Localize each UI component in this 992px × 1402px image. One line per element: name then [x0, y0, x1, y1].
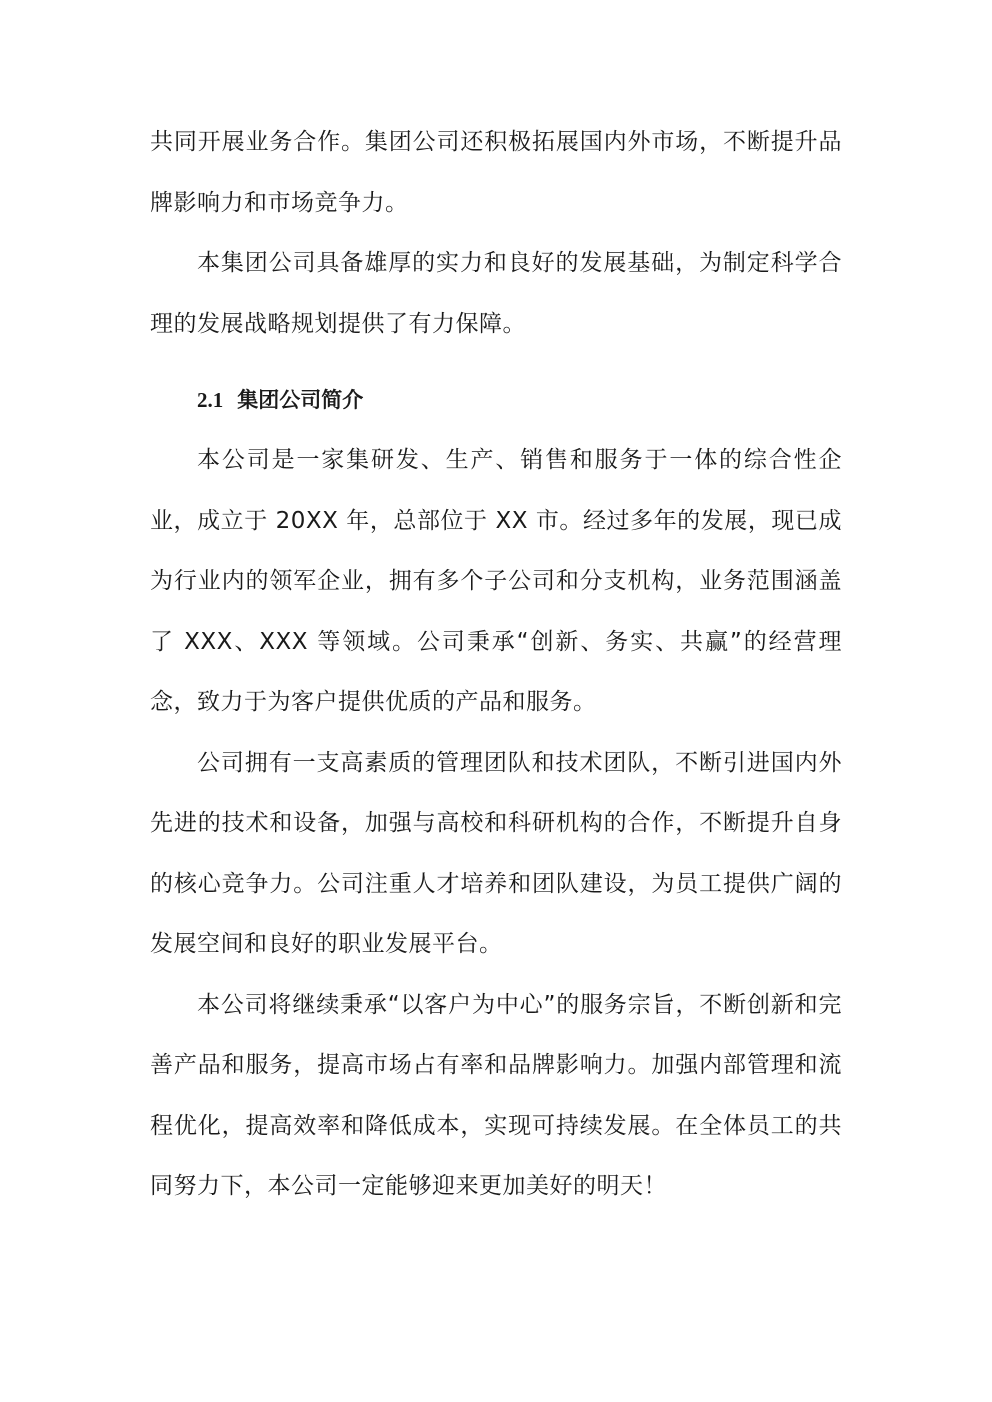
section-title: 集团公司简介 — [237, 388, 364, 412]
paragraph-team: 公司拥有一支高素质的管理团队和技术团队，不断引进国内外先进的技术和设备，加强与高校和科研机构的合作，不断提升自身的核心竞争力。公司注重人才培养和团队建设，为员工提供广阔的发展空间和良好的职业发展平台。 — [150, 749, 842, 957]
section-number: 2.1 — [197, 388, 224, 412]
paragraph-company-intro: 本公司是一家集研发、生产、销售和服务于一体的综合性企业，成立于 20XX 年，总部位于 XX 市。经过多年的发展，现已成为行业内的领军企业，拥有多个子公司和分支机构，业务范围涵盖了 XXX、XXX 等领域。公司秉承“创新、务实、共赢”的经营理念，致力于为客户提供优质的产品和服务。 — [150, 447, 842, 715]
paragraph-continuation: 共同开展业务合作。集团公司还积极拓展国内外市场，不断提升品牌影响力和市场竞争力。 — [150, 129, 842, 216]
paragraph-foundation: 本集团公司具备雄厚的实力和良好的发展基础，为制定科学合理的发展战略规划提供了有力保障。 — [150, 250, 842, 337]
document-body — [150, 112, 842, 1217]
paragraph-outlook: 本公司将继续秉承“以客户为中心”的服务宗旨，不断创新和完善产品和服务，提高市场占有率和品牌影响力。加强内部管理和流程优化，提高效率和降低成本，实现可持续发展。在全体员工的共同努力下，本公司一定能够迎来更加美好的明天！ — [150, 991, 842, 1199]
section-heading — [150, 370, 842, 430]
